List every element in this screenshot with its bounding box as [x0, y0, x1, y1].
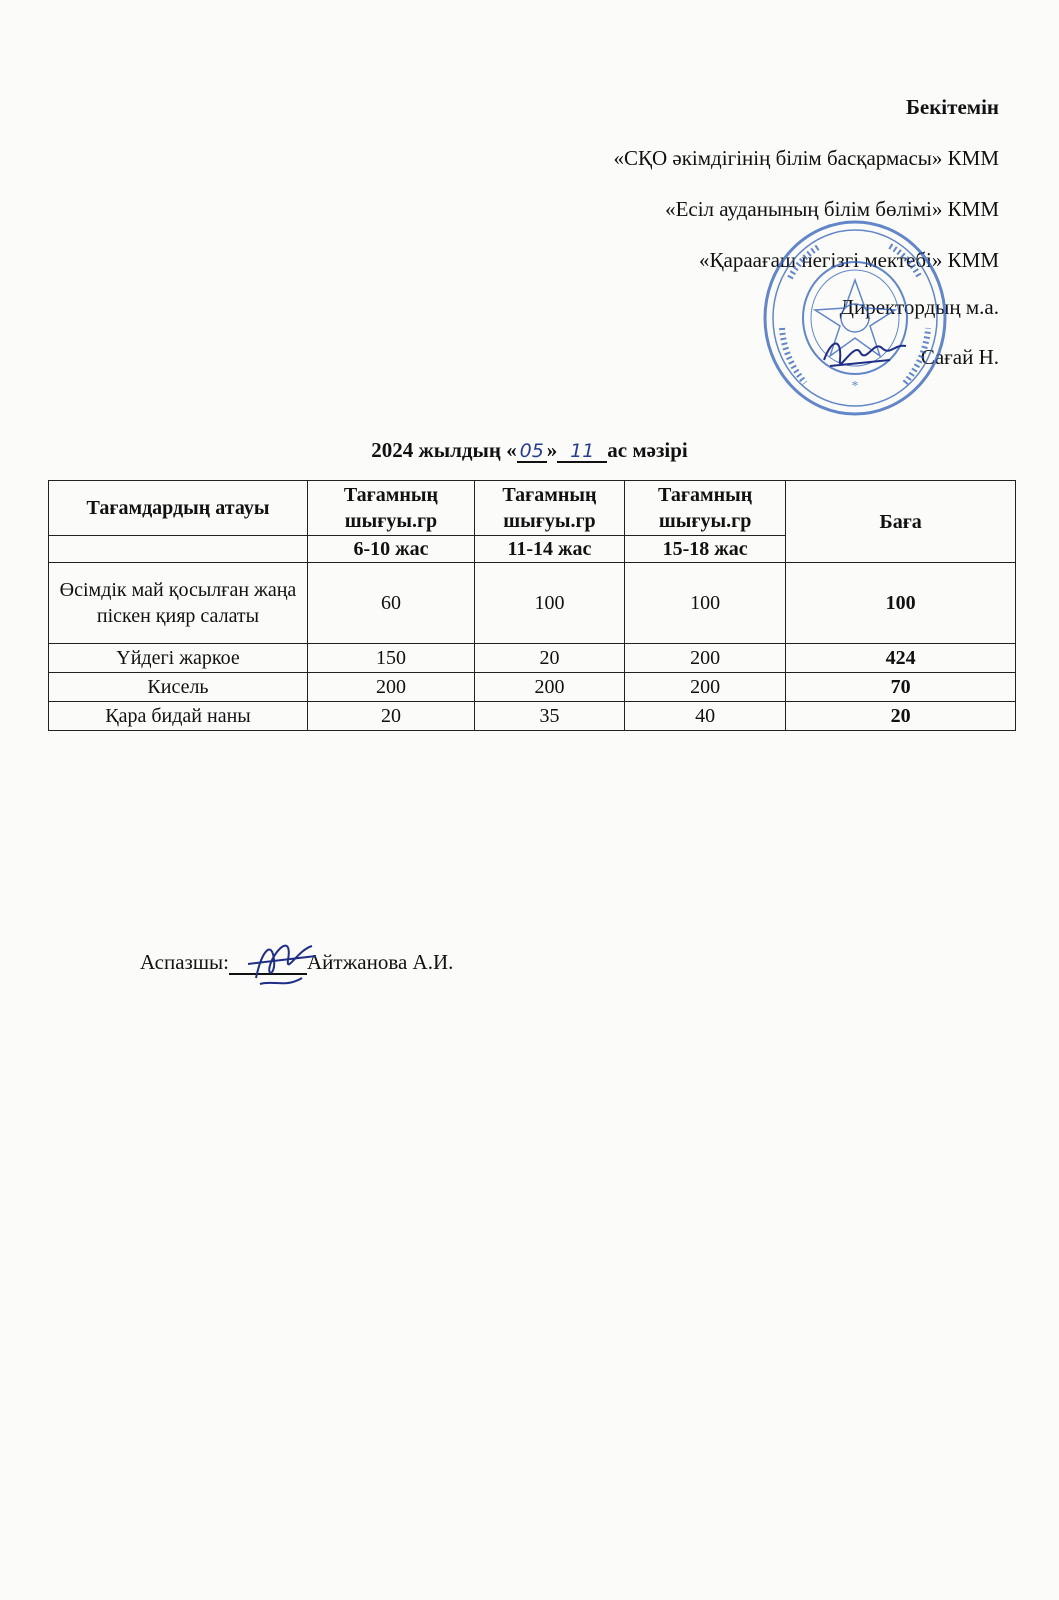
approval-line-2: «Есіл ауданының білім бөлімі» КММ — [665, 197, 999, 221]
output-6-10: 200 — [307, 673, 474, 702]
output-11-14: 200 — [474, 673, 624, 702]
dish-name: Қара бидай наны — [49, 702, 308, 731]
table-row — [49, 702, 1016, 731]
header-output-1: Тағамның шығуы.гр — [307, 481, 474, 536]
age-group-2: 11-14 жас — [474, 536, 624, 563]
table-header-row — [49, 481, 1016, 536]
approval-heading: Бекітемін — [905, 95, 999, 119]
cook-signature — [242, 930, 322, 990]
title-day: 05 — [517, 441, 547, 463]
dish-price: 70 — [786, 673, 1016, 702]
title-prefix: 2024 жылдың « — [371, 438, 517, 462]
age-group-3: 15-18 жас — [624, 536, 785, 563]
output-15-18: 200 — [624, 644, 785, 673]
output-15-18: 40 — [624, 702, 785, 731]
dish-name: Өсімдік май қосылған жаңа піскен қияр салаты — [49, 563, 308, 644]
director-signature — [820, 330, 910, 380]
dish-price: 20 — [786, 702, 1016, 731]
header-dish-name: Тағамдардың атауы — [49, 481, 308, 536]
dish-price: 424 — [786, 644, 1016, 673]
header-output-2: Тағамның шығуы.гр — [474, 481, 624, 536]
menu-title — [0, 438, 1059, 463]
title-month: 11 — [557, 441, 607, 463]
output-15-18: 200 — [624, 673, 785, 702]
age-group-1: 6-10 жас — [307, 536, 474, 563]
title-mid: » — [546, 438, 558, 462]
output-6-10: 20 — [307, 702, 474, 731]
table-row — [49, 673, 1016, 702]
output-11-14: 100 — [474, 563, 624, 644]
menu-table — [48, 480, 1016, 731]
title-suffix: ас мәзірі — [607, 438, 688, 462]
svg-text:*: * — [851, 379, 859, 394]
approval-line-3: «Қараағаш негізгі мектебі» КММ — [699, 248, 999, 272]
cook-name: Айтжанова А.И. — [306, 950, 454, 974]
table-row — [49, 563, 1016, 644]
header-output-3: Тағамның шығуы.гр — [624, 481, 785, 536]
output-11-14: 20 — [474, 644, 624, 673]
output-6-10: 150 — [307, 644, 474, 673]
approval-line-1: «СҚО әкімдігінің білім басқармасы» КММ — [613, 146, 999, 170]
approval-signer-name: Сағай Н. — [920, 345, 999, 369]
dish-price: 100 — [786, 563, 1016, 644]
dish-name: Үйдегі жаркое — [49, 644, 308, 673]
output-6-10: 60 — [307, 563, 474, 644]
output-11-14: 35 — [474, 702, 624, 731]
cook-label: Аспазшы: — [140, 950, 229, 974]
output-15-18: 100 — [624, 563, 785, 644]
official-stamp — [760, 218, 950, 418]
table-row — [49, 644, 1016, 673]
age-empty-cell — [49, 536, 308, 563]
header-price: Баға — [786, 481, 1016, 563]
approval-line-4: Директордың м.а. — [839, 295, 999, 319]
dish-name: Кисель — [49, 673, 308, 702]
